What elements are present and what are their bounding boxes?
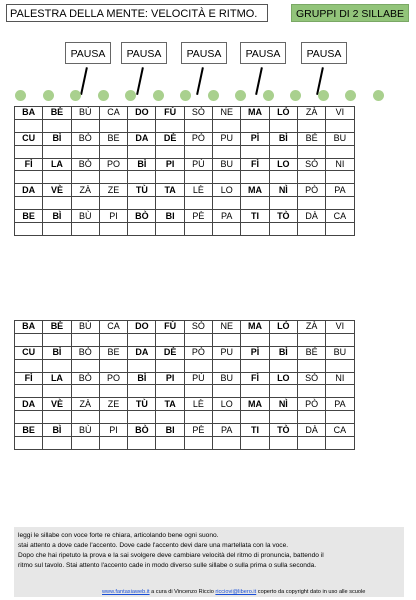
blank-row	[15, 437, 355, 450]
blank-cell	[15, 359, 43, 372]
syllable-cell: BÙ	[71, 210, 99, 223]
syllable-cell: BÉ	[297, 346, 325, 359]
syllable-cell: BÌ	[128, 158, 156, 171]
blank-cell	[297, 411, 325, 424]
dot-marker	[153, 90, 164, 101]
syllable-cell: PI	[99, 424, 127, 437]
blank-cell	[43, 223, 71, 236]
blank-cell	[326, 411, 354, 424]
blank-cell	[43, 411, 71, 424]
syllable-cell: SÒ	[297, 158, 325, 171]
blank-row	[15, 223, 355, 236]
syllable-row	[15, 321, 355, 334]
blank-cell	[241, 223, 269, 236]
pausa-box: PAUSA	[240, 42, 286, 64]
blank-cell	[128, 437, 156, 450]
blank-cell	[213, 411, 241, 424]
syllable-cell: LÒ	[269, 321, 297, 334]
blank-cell	[71, 223, 99, 236]
blank-cell	[43, 145, 71, 158]
syllable-grid-2	[14, 320, 355, 450]
syllable-cell: BE	[99, 346, 127, 359]
blank-cell	[15, 223, 43, 236]
syllable-cell: TA	[156, 184, 184, 197]
syllable-cell: MA	[241, 398, 269, 411]
dot-marker	[318, 90, 329, 101]
syllable-cell: TÒ	[269, 424, 297, 437]
syllable-cell: BI	[156, 210, 184, 223]
pause-slash	[255, 67, 262, 95]
syllable-cell: TÙ	[128, 398, 156, 411]
syllable-cell: LO	[213, 184, 241, 197]
pausa-box: PAUSA	[121, 42, 167, 64]
group-label: GRUPPI DI 2 SILLABE	[291, 4, 409, 22]
blank-cell	[297, 437, 325, 450]
syllable-cell: BÒ	[128, 424, 156, 437]
blank-cell	[213, 119, 241, 132]
blank-cell	[326, 171, 354, 184]
blank-cell	[241, 119, 269, 132]
blank-cell	[213, 223, 241, 236]
syllable-cell: VI	[326, 107, 354, 120]
syllable-cell: BÈ	[43, 321, 71, 334]
syllable-cell: DO	[128, 107, 156, 120]
blank-cell	[43, 171, 71, 184]
syllable-row	[15, 210, 355, 223]
blank-cell	[297, 145, 325, 158]
dot-marker	[373, 90, 384, 101]
syllable-row	[15, 372, 355, 385]
blank-cell	[269, 145, 297, 158]
syllable-cell: DO	[128, 321, 156, 334]
blank-cell	[269, 223, 297, 236]
syllable-cell: DA	[15, 184, 43, 197]
credit-author: a cura di Vincenzo Riccio	[151, 589, 214, 595]
syllable-cell: ZE	[99, 398, 127, 411]
blank-cell	[297, 171, 325, 184]
syllable-cell: BU	[213, 158, 241, 171]
syllable-cell: SÒ	[184, 107, 212, 120]
blank-cell	[43, 359, 71, 372]
dot-marker	[345, 90, 356, 101]
blank-cell	[15, 437, 43, 450]
syllable-cell: SÒ	[184, 321, 212, 334]
syllable-cell: SÒ	[297, 372, 325, 385]
site-link[interactable]: www.fantasiaweb.it	[102, 589, 150, 595]
syllable-cell: MA	[241, 184, 269, 197]
syllable-row	[15, 398, 355, 411]
blank-cell	[269, 171, 297, 184]
blank-cell	[184, 333, 212, 346]
syllable-cell: ZÀ	[297, 107, 325, 120]
syllable-cell: BI	[156, 424, 184, 437]
syllable-cell: PÈ	[184, 424, 212, 437]
dot-marker	[208, 90, 219, 101]
blank-cell	[156, 437, 184, 450]
blank-cell	[156, 333, 184, 346]
blank-cell	[297, 223, 325, 236]
blank-cell	[184, 223, 212, 236]
blank-cell	[213, 197, 241, 210]
syllable-cell: BÉ	[297, 132, 325, 145]
blank-cell	[156, 385, 184, 398]
syllable-cell: BÒ	[71, 372, 99, 385]
syllable-cell: NÌ	[269, 398, 297, 411]
instruction-line: stai attento a dove cade l'accento. Dove cade l'accento devi dare una martellata con la voce.	[18, 542, 289, 549]
blank-cell	[184, 119, 212, 132]
syllable-cell: LO	[213, 398, 241, 411]
blank-cell	[326, 359, 354, 372]
blank-cell	[99, 385, 127, 398]
syllable-cell: LA	[43, 372, 71, 385]
syllable-cell: VÈ	[43, 398, 71, 411]
instruction-line: leggi le sillabe con voce forte re chiara, articolando bene ogni suono.	[18, 532, 219, 539]
syllable-cell: CA	[99, 321, 127, 334]
syllable-row	[15, 132, 355, 145]
blank-cell	[269, 411, 297, 424]
syllable-cell: PÙ	[184, 158, 212, 171]
credit-line	[102, 588, 365, 596]
blank-cell	[156, 197, 184, 210]
blank-cell	[15, 333, 43, 346]
syllable-cell: BÌ	[43, 210, 71, 223]
blank-cell	[326, 223, 354, 236]
blank-row	[15, 171, 355, 184]
syllable-cell: ZE	[99, 184, 127, 197]
pause-slash	[80, 67, 87, 95]
syllable-cell: PA	[326, 398, 354, 411]
blank-cell	[128, 119, 156, 132]
blank-cell	[128, 333, 156, 346]
dot-marker	[180, 90, 191, 101]
blank-cell	[297, 385, 325, 398]
syllable-cell: PI	[156, 158, 184, 171]
blank-cell	[99, 333, 127, 346]
blank-cell	[213, 385, 241, 398]
blank-cell	[269, 333, 297, 346]
blank-row	[15, 145, 355, 158]
blank-cell	[156, 223, 184, 236]
blank-row	[15, 119, 355, 132]
syllable-cell: BÙ	[71, 424, 99, 437]
blank-cell	[297, 359, 325, 372]
syllable-cell: CA	[326, 210, 354, 223]
syllable-cell: DÀ	[297, 424, 325, 437]
syllable-cell: BÒ	[128, 210, 156, 223]
blank-cell	[184, 359, 212, 372]
syllable-cell: BU	[326, 132, 354, 145]
syllable-cell: BÌ	[128, 372, 156, 385]
pausa-box: PAUSA	[301, 42, 347, 64]
blank-cell	[269, 359, 297, 372]
syllable-cell: LÒ	[269, 107, 297, 120]
blank-cell	[128, 223, 156, 236]
syllable-cell: PI	[99, 210, 127, 223]
blank-cell	[213, 145, 241, 158]
syllable-cell: NÌ	[269, 184, 297, 197]
syllable-cell: LO	[269, 372, 297, 385]
syllable-cell: PO	[99, 158, 127, 171]
syllable-cell: DÈ	[156, 346, 184, 359]
syllable-cell: PÌ	[241, 346, 269, 359]
syllable-cell: TI	[241, 210, 269, 223]
syllable-cell: DA	[128, 346, 156, 359]
dot-marker	[125, 90, 136, 101]
blank-cell	[241, 171, 269, 184]
syllable-cell: BÈ	[43, 107, 71, 120]
syllable-cell: FÙ	[156, 321, 184, 334]
blank-row	[15, 197, 355, 210]
syllable-cell: FÙ	[156, 107, 184, 120]
syllable-cell: FÌ	[15, 158, 43, 171]
blank-cell	[15, 119, 43, 132]
blank-cell	[71, 197, 99, 210]
syllable-cell: LÈ	[184, 398, 212, 411]
syllable-cell: NE	[213, 321, 241, 334]
blank-cell	[241, 333, 269, 346]
blank-cell	[15, 197, 43, 210]
syllable-cell: LÈ	[184, 184, 212, 197]
blank-cell	[71, 359, 99, 372]
syllable-cell: DÀ	[297, 210, 325, 223]
blank-cell	[128, 411, 156, 424]
blank-row	[15, 411, 355, 424]
blank-cell	[15, 145, 43, 158]
blank-row	[15, 333, 355, 346]
blank-cell	[297, 119, 325, 132]
syllable-cell: BA	[15, 321, 43, 334]
blank-cell	[156, 359, 184, 372]
blank-cell	[297, 197, 325, 210]
blank-cell	[326, 333, 354, 346]
syllable-cell: BE	[15, 210, 43, 223]
syllable-cell: DA	[128, 132, 156, 145]
blank-cell	[241, 411, 269, 424]
syllable-cell: DÈ	[156, 132, 184, 145]
syllable-cell: BÒ	[71, 158, 99, 171]
syllable-cell: ZÀ	[71, 398, 99, 411]
pause-slash	[196, 67, 203, 95]
blank-cell	[326, 197, 354, 210]
syllable-cell: MA	[241, 321, 269, 334]
syllable-cell: BE	[99, 132, 127, 145]
syllable-cell: MA	[241, 107, 269, 120]
syllable-cell: CU	[15, 132, 43, 145]
blank-cell	[326, 437, 354, 450]
pause-slash	[136, 67, 143, 95]
pausa-box: PAUSA	[65, 42, 111, 64]
syllable-cell: BU	[213, 372, 241, 385]
blank-cell	[184, 437, 212, 450]
blank-cell	[99, 171, 127, 184]
syllable-cell: PÌ	[241, 132, 269, 145]
syllable-row	[15, 424, 355, 437]
syllable-cell: FÌ	[15, 372, 43, 385]
syllable-cell: PI	[156, 372, 184, 385]
blank-cell	[43, 197, 71, 210]
blank-cell	[213, 437, 241, 450]
syllable-cell: TI	[241, 424, 269, 437]
syllable-row	[15, 107, 355, 120]
blank-cell	[241, 385, 269, 398]
blank-cell	[269, 197, 297, 210]
syllable-cell: BÒ	[71, 346, 99, 359]
blank-cell	[43, 385, 71, 398]
syllable-cell: FÌ	[241, 372, 269, 385]
syllable-cell: BÙ	[71, 321, 99, 334]
blank-cell	[213, 333, 241, 346]
blank-cell	[184, 145, 212, 158]
blank-cell	[15, 171, 43, 184]
blank-cell	[184, 385, 212, 398]
blank-cell	[241, 145, 269, 158]
blank-cell	[156, 411, 184, 424]
blank-cell	[99, 145, 127, 158]
syllable-cell: PA	[326, 184, 354, 197]
blank-cell	[71, 333, 99, 346]
blank-cell	[326, 385, 354, 398]
blank-cell	[184, 197, 212, 210]
syllable-row	[15, 346, 355, 359]
syllable-row	[15, 184, 355, 197]
blank-cell	[241, 437, 269, 450]
blank-cell	[269, 437, 297, 450]
pausa-box: PAUSA	[181, 42, 227, 64]
syllable-cell: VÈ	[43, 184, 71, 197]
syllable-cell: TÙ	[128, 184, 156, 197]
dot-marker	[263, 90, 274, 101]
blank-cell	[241, 359, 269, 372]
blank-row	[15, 385, 355, 398]
syllable-cell: BÌ	[269, 346, 297, 359]
blank-cell	[213, 359, 241, 372]
blank-cell	[128, 359, 156, 372]
syllable-grid-1	[14, 106, 355, 236]
syllable-cell: DA	[15, 398, 43, 411]
syllable-cell: LA	[43, 158, 71, 171]
blank-cell	[241, 197, 269, 210]
syllable-cell: CU	[15, 346, 43, 359]
syllable-cell: TA	[156, 398, 184, 411]
syllable-cell: BU	[326, 346, 354, 359]
blank-cell	[99, 223, 127, 236]
syllable-cell: ZÀ	[297, 321, 325, 334]
blank-cell	[128, 145, 156, 158]
syllable-cell: PÈ	[184, 210, 212, 223]
blank-cell	[326, 145, 354, 158]
syllable-cell: VI	[326, 321, 354, 334]
dot-marker	[290, 90, 301, 101]
syllable-cell: TÒ	[269, 210, 297, 223]
syllable-cell: PO	[99, 372, 127, 385]
syllable-cell: BA	[15, 107, 43, 120]
syllable-cell: PÒ	[184, 346, 212, 359]
blank-cell	[15, 385, 43, 398]
syllable-row	[15, 158, 355, 171]
syllable-cell: CA	[326, 424, 354, 437]
syllable-cell: FÌ	[241, 158, 269, 171]
syllable-cell: BÒ	[71, 132, 99, 145]
blank-cell	[71, 411, 99, 424]
dot-marker	[43, 90, 54, 101]
syllable-cell: LO	[269, 158, 297, 171]
page-title: PALESTRA DELLA MENTE: VELOCITÀ E RITMO.	[6, 4, 268, 22]
syllable-cell: NI	[326, 372, 354, 385]
dot-marker	[98, 90, 109, 101]
blank-cell	[156, 119, 184, 132]
syllable-cell: NE	[213, 107, 241, 120]
dot-marker	[15, 90, 26, 101]
blank-row	[15, 359, 355, 372]
syllable-cell: ZÀ	[71, 184, 99, 197]
email-link[interactable]: ricciovi@libero.it	[215, 589, 257, 595]
syllable-cell: PÒ	[297, 398, 325, 411]
syllable-cell: BE	[15, 424, 43, 437]
blank-cell	[99, 197, 127, 210]
syllable-cell: BÌ	[43, 424, 71, 437]
blank-cell	[269, 119, 297, 132]
blank-cell	[297, 333, 325, 346]
dot-marker	[235, 90, 246, 101]
syllable-cell: PA	[213, 210, 241, 223]
blank-cell	[99, 437, 127, 450]
syllable-cell: BÌ	[43, 346, 71, 359]
blank-cell	[184, 171, 212, 184]
blank-cell	[99, 411, 127, 424]
blank-cell	[71, 437, 99, 450]
syllable-cell: PÒ	[184, 132, 212, 145]
blank-cell	[156, 145, 184, 158]
blank-cell	[128, 171, 156, 184]
blank-cell	[213, 171, 241, 184]
syllable-cell: BÌ	[43, 132, 71, 145]
blank-cell	[71, 145, 99, 158]
syllable-cell: PÒ	[297, 184, 325, 197]
blank-cell	[128, 385, 156, 398]
blank-cell	[15, 411, 43, 424]
blank-cell	[71, 171, 99, 184]
credit-copyright: coperto da copyright dato in uso alle scuole	[257, 589, 366, 595]
syllable-cell: CA	[99, 107, 127, 120]
blank-cell	[43, 333, 71, 346]
blank-cell	[128, 197, 156, 210]
blank-cell	[71, 119, 99, 132]
blank-cell	[326, 119, 354, 132]
instruction-line: ritmo sul tavolo. Stai attento l'accento cade in modo diverso sulle sillabe o sulla prima o sulla seconda.	[18, 562, 317, 569]
syllable-cell: BÙ	[71, 107, 99, 120]
syllable-cell: BÌ	[269, 132, 297, 145]
blank-cell	[269, 385, 297, 398]
syllable-cell: NI	[326, 158, 354, 171]
syllable-cell: PU	[213, 132, 241, 145]
dot-marker	[70, 90, 81, 101]
syllable-cell: PÙ	[184, 372, 212, 385]
blank-cell	[43, 437, 71, 450]
syllable-cell: PU	[213, 346, 241, 359]
blank-cell	[99, 119, 127, 132]
instruction-line: Dopo che hai ripetuto la prova e la sai svolgere deve cambiare velocità del ritmo di pronuncia, battendo il	[18, 552, 324, 559]
blank-cell	[71, 385, 99, 398]
instructions-box	[14, 527, 404, 597]
blank-cell	[184, 411, 212, 424]
blank-cell	[43, 119, 71, 132]
syllable-cell: PA	[213, 424, 241, 437]
blank-cell	[99, 359, 127, 372]
blank-cell	[156, 171, 184, 184]
